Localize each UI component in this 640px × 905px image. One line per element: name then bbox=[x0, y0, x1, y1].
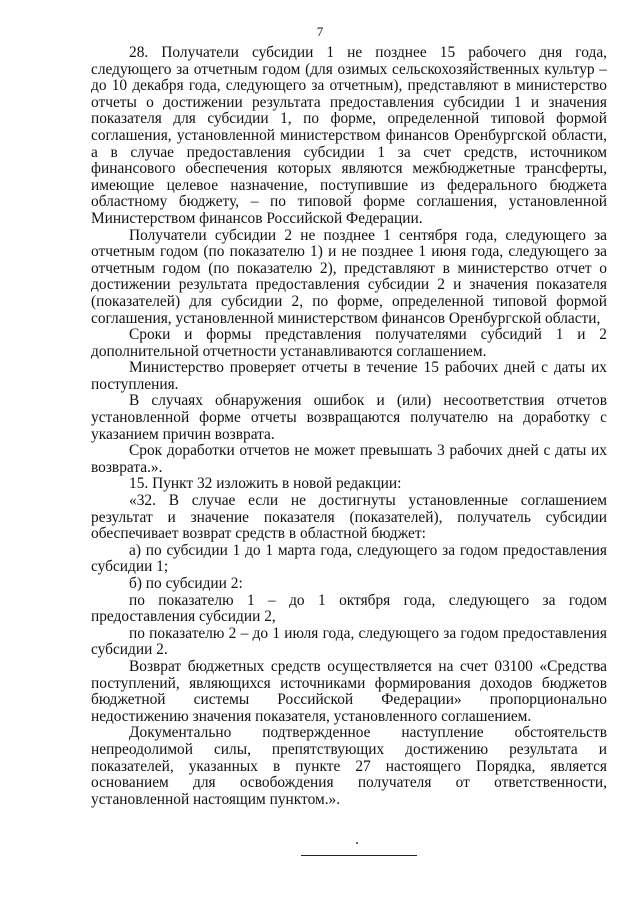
paragraph-indicator-2: по показателю 2 – до 1 июля года, следующего за годом предоставления субсидии 2. bbox=[91, 624, 607, 659]
paragraph-28: 28. Получатели субсидии 1 не позднее 15 рабочего дня года, следующего за отчетным годом (для озимых сельскохозяйственных культур – до 10 декабря года, следующего за отчетным), представляют в министерство отчеты о достижении результата предоставления субсидии 1 и значения показателя для субсидии 1, по форме, определенной типовой формой соглашения, установленной министерством финансов Оренбургской области, а в случае предоставления субсидии 1 за счет средств, источником финансового обеспечения которых являются межбюджетные трансферты, имеющие целевое назначение, поступившие из федерального бюджета областному бюджету, – по типовой форме соглашения, установленной Министерством финансов Российской Федерации. bbox=[91, 44, 607, 227]
stray-mark bbox=[356, 842, 358, 844]
paragraph-report-check: Министерство проверяет отчеты в течение 15 рабочих дней с даты их поступления. bbox=[91, 359, 607, 393]
paragraph-32: «32. В случае если не достигнуты установленные соглашением результат и значение показателя (показателей), получатель субсидии обеспечивает возврат средств в областной бюджет: bbox=[91, 492, 607, 543]
document-body bbox=[91, 45, 607, 808]
paragraph-budget-return: Возврат бюджетных средств осуществляется на счет 03100 «Средства поступлений, являющихся источниками формирования доходов бюджетов бюджетной системы Российской Федерации» пропорционально недостижению значения показателя, установленного соглашением. bbox=[91, 657, 607, 725]
closing-rule bbox=[301, 855, 417, 856]
page-number: 7 bbox=[316, 24, 324, 39]
paragraph-item-15: 15. Пункт 32 изложить в новой редакции: bbox=[129, 475, 402, 493]
paragraph-reporting-forms: Сроки и формы представления получателями субсидий 1 и 2 дополнительной отчетности устанавливаются соглашением. bbox=[91, 326, 607, 360]
paragraph-revision-term: Срок доработки отчетов не может превышать 3 рабочих дней с даты их возврата.». bbox=[91, 442, 607, 476]
paragraph-errors-return: В случаях обнаружения ошибок и (или) несоответствия отчетов установленной форме отчеты возвращаются получателю на доработку с указанием причин возврата. bbox=[91, 392, 607, 443]
paragraph-32-a: а) по субсидии 1 до 1 марта года, следующего за годом предоставления субсидии 1; bbox=[91, 541, 607, 576]
paragraph-force-majeure: Документально подтвержденное наступление обстоятельств непреодолимой силы, препятствующих достижению результата и показателей, указанных в пункте 27 настоящего Порядка, является основанием для освобождения получателя от ответственности, установленной настоящим пунктом.». bbox=[91, 724, 607, 808]
paragraph-subsidy-2-reports: Получатели субсидии 2 не позднее 1 сентября года, следующего за отчетным годом (по показателю 1) и не позднее 1 июня года, следующего за отчетным годом (по показателю 2), представляют в министерство отчет о достижении результата предоставления субсидии 2 и значения показателя (показателей) для субсидии 2, по форме, определенной типовой формой соглашения, установленной министерством финансов Оренбургской области, bbox=[91, 226, 607, 327]
paragraph-indicator-1: по показателю 1 – до 1 октября года, следующего за годом предоставления субсидии 2, bbox=[91, 591, 607, 626]
paragraph-32-b: б) по субсидии 2: bbox=[129, 575, 243, 592]
